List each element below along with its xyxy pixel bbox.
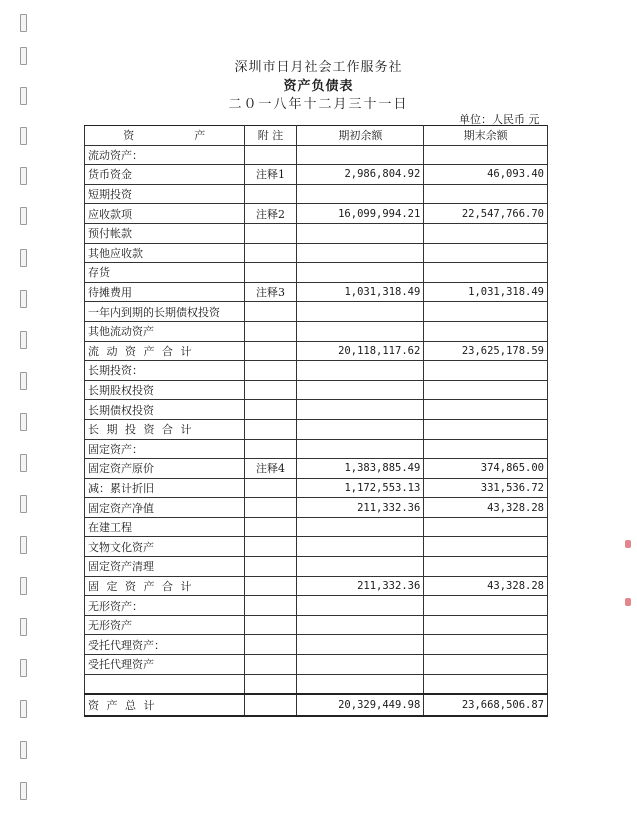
row-label: 无形资产： <box>85 596 245 616</box>
row-opening-balance: 20,329,449.98 <box>297 694 424 716</box>
row-note <box>244 557 297 577</box>
row-note <box>244 694 297 716</box>
row-closing-balance: 43,328.28 <box>424 498 548 518</box>
row-closing-balance <box>424 145 548 165</box>
row-note: 注释1 <box>244 165 297 185</box>
binding-hole <box>20 331 27 349</box>
row-opening-balance <box>297 302 424 322</box>
row-opening-balance: 1,172,553.13 <box>297 478 424 498</box>
binding-hole <box>20 741 27 759</box>
row-note <box>244 321 297 341</box>
row-note <box>244 243 297 263</box>
table-row <box>85 439 548 459</box>
binding-hole <box>20 700 27 718</box>
row-closing-balance <box>424 635 548 655</box>
row-opening-balance <box>297 419 424 439</box>
row-label <box>85 674 245 694</box>
row-note <box>244 361 297 381</box>
row-note <box>244 517 297 537</box>
row-opening-balance: 16,099,994.21 <box>297 204 424 224</box>
row-note <box>244 302 297 322</box>
table-row <box>85 635 548 655</box>
row-opening-balance: 211,332.36 <box>297 576 424 596</box>
row-label: 待摊费用 <box>85 282 245 302</box>
binding-hole <box>20 659 27 677</box>
row-closing-balance <box>424 321 548 341</box>
row-label: 货币资金 <box>85 165 245 185</box>
col-header-closing: 期末余额 <box>424 126 548 146</box>
row-closing-balance <box>424 184 548 204</box>
binding-hole <box>20 290 27 308</box>
row-opening-balance <box>297 145 424 165</box>
table-header-row <box>85 126 548 146</box>
row-closing-balance: 43,328.28 <box>424 576 548 596</box>
row-closing-balance <box>424 557 548 577</box>
table-row <box>85 145 548 165</box>
table-row <box>85 184 548 204</box>
row-note <box>244 341 297 361</box>
binding-hole <box>20 167 27 185</box>
col-header-asset <box>85 126 245 146</box>
row-closing-balance <box>424 361 548 381</box>
red-seal-mark <box>625 598 631 606</box>
row-label: 文物文化资产 <box>85 537 245 557</box>
row-opening-balance <box>297 184 424 204</box>
company-name: 深圳市日月社会工作服务社 <box>234 60 403 75</box>
row-closing-balance: 23,668,506.87 <box>424 694 548 716</box>
row-note <box>244 478 297 498</box>
row-note <box>244 576 297 596</box>
balance-sheet-table <box>84 125 548 717</box>
row-note <box>244 145 297 165</box>
col-header-note: 附 注 <box>244 126 297 146</box>
row-note <box>244 635 297 655</box>
row-note <box>244 498 297 518</box>
row-note: 注释3 <box>244 282 297 302</box>
row-note <box>244 537 297 557</box>
table-row <box>85 557 548 577</box>
binding-hole <box>20 495 27 513</box>
binding-hole <box>20 536 27 554</box>
row-opening-balance <box>297 596 424 616</box>
row-closing-balance: 1,031,318.49 <box>424 282 548 302</box>
row-note <box>244 615 297 635</box>
binding-hole <box>20 127 27 145</box>
row-label: 减：累计折旧 <box>85 478 245 498</box>
binding-hole <box>20 249 27 267</box>
row-closing-balance: 23,625,178.59 <box>424 341 548 361</box>
binding-holes <box>0 0 40 817</box>
table-row <box>85 223 548 243</box>
row-closing-balance <box>424 419 548 439</box>
row-opening-balance <box>297 674 424 694</box>
row-label: 固定资产： <box>85 439 245 459</box>
row-label: 其他应收款 <box>85 243 245 263</box>
row-opening-balance <box>297 321 424 341</box>
row-closing-balance: 22,547,766.70 <box>424 204 548 224</box>
table-row <box>85 674 548 694</box>
table-row <box>85 302 548 322</box>
row-closing-balance <box>424 243 548 263</box>
row-closing-balance <box>424 537 548 557</box>
row-opening-balance <box>297 517 424 537</box>
row-note <box>244 380 297 400</box>
row-opening-balance <box>297 263 424 283</box>
table-row <box>85 498 548 518</box>
row-label: 存货 <box>85 263 245 283</box>
row-label: 一年内到期的长期债权投资 <box>85 302 245 322</box>
table-row <box>85 361 548 381</box>
table-row <box>85 459 548 479</box>
currency-unit: 单位：人民币 元 <box>459 113 540 126</box>
row-opening-balance: 211,332.36 <box>297 498 424 518</box>
row-label: 短期投资 <box>85 184 245 204</box>
table-row <box>85 341 548 361</box>
row-closing-balance <box>424 517 548 537</box>
row-label: 长期债权投资 <box>85 400 245 420</box>
table-row <box>85 204 548 224</box>
row-label: 预付帐款 <box>85 223 245 243</box>
binding-hole <box>20 207 27 225</box>
table-row <box>85 400 548 420</box>
table-row <box>85 380 548 400</box>
row-note <box>244 655 297 675</box>
table-row <box>85 615 548 635</box>
row-closing-balance: 374,865.00 <box>424 459 548 479</box>
report-title: 资产负债表 <box>283 79 354 94</box>
row-closing-balance <box>424 596 548 616</box>
row-label: 其他流动资产 <box>85 321 245 341</box>
table-row <box>85 694 548 716</box>
row-opening-balance: 1,383,885.49 <box>297 459 424 479</box>
row-note <box>244 419 297 439</box>
row-opening-balance: 2,986,804.92 <box>297 165 424 185</box>
row-note: 注释4 <box>244 459 297 479</box>
row-label: 应收款项 <box>85 204 245 224</box>
binding-hole <box>20 577 27 595</box>
row-note <box>244 439 297 459</box>
row-opening-balance <box>297 655 424 675</box>
row-note <box>244 400 297 420</box>
row-label: 流动资产： <box>85 145 245 165</box>
row-label: 固定资产净值 <box>85 498 245 518</box>
table-row <box>85 263 548 283</box>
row-label: 长 期 投 资 合 计 <box>85 419 245 439</box>
row-opening-balance <box>297 557 424 577</box>
row-note <box>244 674 297 694</box>
row-opening-balance <box>297 361 424 381</box>
row-opening-balance <box>297 243 424 263</box>
row-opening-balance <box>297 439 424 459</box>
table-row <box>85 165 548 185</box>
row-label: 受托代理资产： <box>85 635 245 655</box>
col-header-asset-b: 产 <box>194 129 206 143</box>
row-note <box>244 184 297 204</box>
row-opening-balance: 1,031,318.49 <box>297 282 424 302</box>
table-row <box>85 478 548 498</box>
table-row <box>85 419 548 439</box>
row-label: 流 动 资 产 合 计 <box>85 341 245 361</box>
row-closing-balance <box>424 674 548 694</box>
row-opening-balance <box>297 537 424 557</box>
row-closing-balance <box>424 380 548 400</box>
row-label: 无形资产 <box>85 615 245 635</box>
binding-hole <box>20 14 27 32</box>
row-note <box>244 596 297 616</box>
col-header-asset-a: 资 <box>123 129 135 143</box>
row-opening-balance <box>297 615 424 635</box>
table-row <box>85 282 548 302</box>
row-closing-balance <box>424 400 548 420</box>
binding-hole <box>20 413 27 431</box>
row-closing-balance <box>424 263 548 283</box>
row-opening-balance <box>297 400 424 420</box>
table-row <box>85 655 548 675</box>
table-row <box>85 321 548 341</box>
row-opening-balance <box>297 635 424 655</box>
table-row <box>85 517 548 537</box>
table-row <box>85 596 548 616</box>
row-closing-balance: 331,536.72 <box>424 478 548 498</box>
col-header-opening: 期初余额 <box>297 126 424 146</box>
binding-hole <box>20 454 27 472</box>
row-note: 注释2 <box>244 204 297 224</box>
row-closing-balance <box>424 302 548 322</box>
red-seal-mark <box>625 540 631 548</box>
row-label: 长期股权投资 <box>85 380 245 400</box>
row-closing-balance <box>424 223 548 243</box>
row-label: 在建工程 <box>85 517 245 537</box>
row-label: 固 定 资 产 合 计 <box>85 576 245 596</box>
row-note <box>244 263 297 283</box>
table-row <box>85 537 548 557</box>
row-closing-balance <box>424 439 548 459</box>
row-closing-balance <box>424 615 548 635</box>
binding-hole <box>20 782 27 800</box>
row-closing-balance <box>424 655 548 675</box>
row-label: 资 产 总 计 <box>85 694 245 716</box>
row-label: 长期投资： <box>85 361 245 381</box>
row-opening-balance <box>297 223 424 243</box>
row-closing-balance: 46,093.40 <box>424 165 548 185</box>
table-row <box>85 576 548 596</box>
binding-hole <box>20 618 27 636</box>
table-row <box>85 243 548 263</box>
row-note <box>244 223 297 243</box>
row-opening-balance <box>297 380 424 400</box>
row-label: 受托代理资产 <box>85 655 245 675</box>
row-label: 固定资产清理 <box>85 557 245 577</box>
row-label: 固定资产原价 <box>85 459 245 479</box>
binding-hole <box>20 372 27 390</box>
row-opening-balance: 20,118,117.62 <box>297 341 424 361</box>
report-date: 二０一八年十二月三十一日 <box>228 97 409 112</box>
